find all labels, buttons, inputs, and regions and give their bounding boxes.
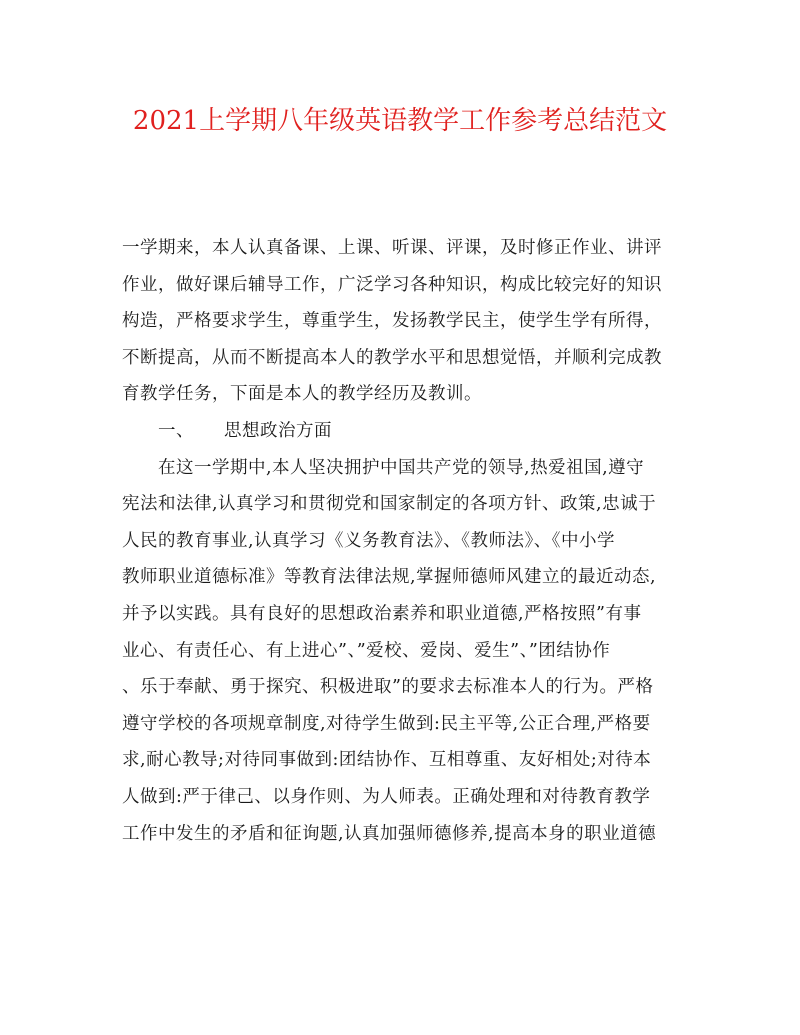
section-number: 一、	[158, 420, 194, 441]
paragraph-line: 求,耐心教导;对待同事做到:团结协作、互相尊重、友好相处;对待本	[122, 750, 652, 771]
section-heading	[122, 413, 678, 450]
intro-line: 一学期来，本人认真备课、上课、听课、评课，及时修正作业、讲评	[122, 238, 662, 258]
paragraph-line: 人民的教育事业,认真学习《义务教育法》、《教师法》、《中小学	[122, 530, 616, 551]
paragraph-line: 教师职业道德标准》等教育法律法规,掌握师德师风建立的最近动态,	[122, 567, 657, 588]
document-body	[122, 230, 678, 852]
intro-line: 作业，做好课后辅导工作，广泛学习各种知识，构成比较完好的知识	[122, 274, 662, 295]
paragraph-line: 遵守学校的各项规章制度,对待学生做到:民主平等,公正合理,严格要	[122, 713, 651, 734]
intro-line: 育教学任务，下面是本人的教学经历及教训。	[122, 384, 482, 405]
paragraph-line: 、乐于奉献、勇于探究、积极进取”的要求去标准本人的行为。严格	[122, 677, 654, 698]
paragraph-line: 宪法和法律,认真学习和贯彻党和国家制定的各项方针、政策,忠诚于	[122, 494, 657, 515]
intro-line: 构造，严格要求学生，尊重学生，发扬教学民主，使学生学有所得，	[122, 311, 662, 332]
paragraph-line: 并予以实践。具有良好的思想政治素养和职业道德,严格按照”有事	[122, 603, 642, 624]
paragraph-line: 工作中发生的矛盾和征询题,认真加强师德修养,提高本身的职业道德	[122, 823, 657, 844]
section-heading-text: 思想政治方面	[224, 420, 332, 441]
paragraph-line: 人做到:严于律己、以身作则、为人师表。正确处理和对待教育教学	[122, 786, 651, 807]
paragraph-line: 在这一学期中,本人坚决拥护中国共产党的领导,热爱祖国,遵守	[158, 457, 645, 478]
paragraph-line: 业心、有责任心、有上进心”、”爱校、爱岗、爱生”、”团结协作	[122, 640, 611, 661]
document-title: 2021上学期八年级英语教学工作参考总结范文	[132, 106, 668, 136]
intro-line: 不断提高，从而不断提高本人的教学水平和思想觉悟，并顺利完成教	[122, 347, 662, 368]
